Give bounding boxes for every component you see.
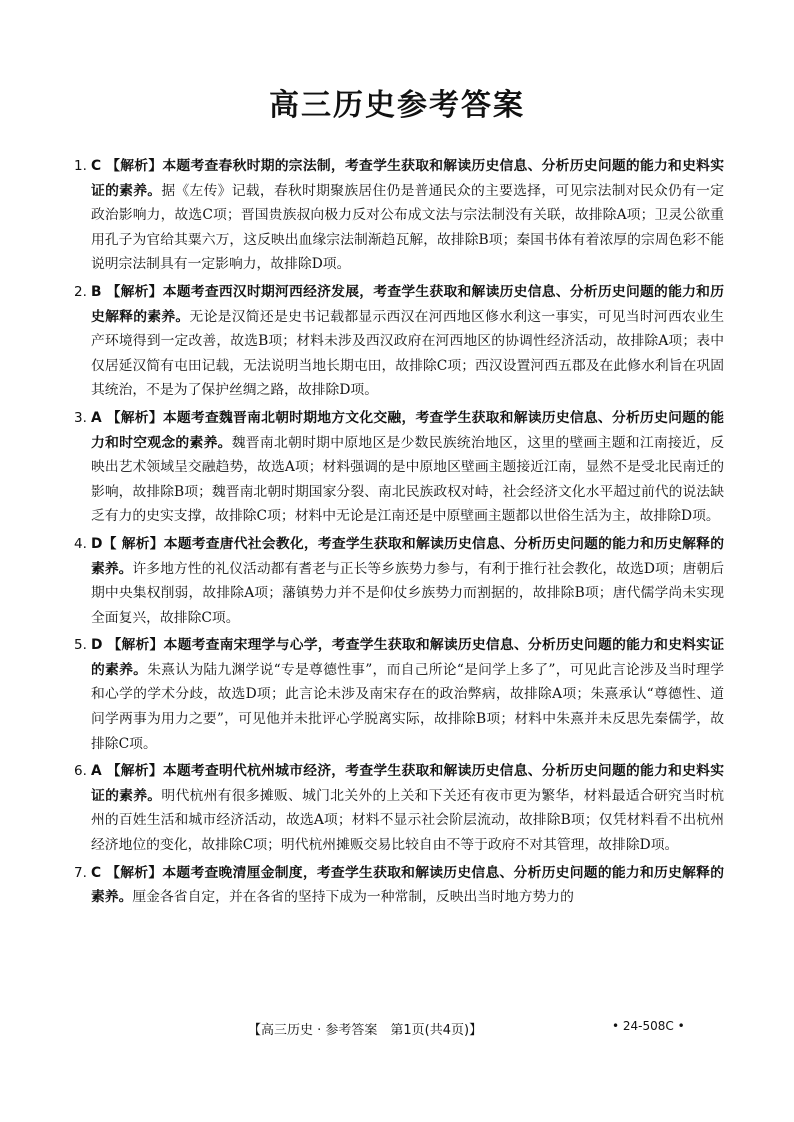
answer-item-6 <box>74 759 724 857</box>
answer-lead: 本题考查魏晋南北朝时期地方文化交融，考查学生获取和解读历史信息、分析历史问题的能力和时空观念的素养。 <box>91 409 724 451</box>
answer-number: 4. <box>74 535 87 552</box>
answer-item-1 <box>74 154 724 277</box>
answer-lead: 本题考查春秋时期的宗法制，考查学生获取和解读历史信息、分析历史问题的能力和史料实证的素养。 <box>91 158 724 199</box>
answer-number: 6. <box>74 763 87 780</box>
page-title: 高三历史参考答案 <box>269 88 525 123</box>
answer-key: A 【解析】 <box>91 409 163 426</box>
answer-lead: 本题考查唐代社会教化，考查学生获取和解读历史信息、分析历史问题的能力和历史解释的素养。 <box>91 535 724 577</box>
answer-body: 无论是汉简还是史书记载都显示西汉在河西地区修水利这一事实，可见当时河西农业生产环境得到一定改善，故选B项；材料未涉及西汉政府在河西地区的协调性经济活动，故排除A项；表中仅居延汉简有屯田记载，无法说明当地长期屯田，故排除C项；西汉设置河西五郡及在此修水利旨在巩固其统治，不是为了保护丝绸之路，故排除D项。 <box>91 308 725 399</box>
answer-lead: 本题考查南宋理学与心学，考查学生获取和解读历史信息、分析历史问题的能力和史料实证的素养。 <box>91 637 724 678</box>
answer-item-2 <box>74 280 724 403</box>
answer-lead: 本题考查西汉时期河西经济发展，考查学生获取和解读历史信息、分析历史问题的能力和历史解释的素养。 <box>91 283 724 325</box>
answer-body: 朱熹认为陆九渊学说“专是尊德性事”，而自己所论“是问学上多了”，可见此言论涉及当时理学和心学的学术分歧，故选D项；此言论未涉及南宋存在的政治弊病，故排除A项；朱熹承认“尊德性、道问学两事为用力之要”，可见他并未批评心学脱离实际，故排除B项；材料中朱熹并未反思先秦儒学，故排除C项。 <box>91 661 725 752</box>
answer-item-5 <box>74 633 724 756</box>
footer-label: 【高三历史 · 参考答案 第1页(共4页)】 <box>248 1023 483 1038</box>
answer-body: 许多地方性的礼仪活动都有耆老与正长等乡族势力参与，有利于推行社会教化，故选D项；唐朝后期中央集权削弱，故排除A项；藩镇势力并不是仰仗乡族势力而割据的，故排除B项；唐代儒学尚未实现全面复兴，故排除C项。 <box>91 560 725 626</box>
answer-number: 5. <box>74 637 87 654</box>
answer-key: A 【解析】 <box>91 763 163 780</box>
answer-lead: 本题考查明代杭州城市经济，考查学生获取和解读历史信息、分析历史问题的能力和史料实证的素养。 <box>91 763 724 804</box>
answer-number: 3. <box>74 409 87 426</box>
answer-key: D 【解析】 <box>91 637 164 654</box>
answer-key: B 【解析】 <box>91 283 163 300</box>
answer-item-7 <box>74 861 724 910</box>
answer-body: 据《左传》记载，春秋时期聚族居住仍是普通民众的主要选择，可见宗法制对民众仍有一定政治影响力，故选C项；晋国贵族叔向极力反对公布成文法与宗法制没有关联，故排除A项；卫灵公欲重用孔子为官给其粟六万，这反映出血缘宗法制渐趋瓦解，故排除B项；秦国书体有着浓厚的宗周色彩不能说明宗法制具有一定影响力，故排除D项。 <box>91 182 725 273</box>
answer-item-4 <box>74 532 724 630</box>
answer-number: 1. <box>74 158 87 174</box>
answer-list <box>74 154 724 913</box>
answer-body: 厘金各省自定，并在各省的坚持下成为一种常制，反映出当时地方势力的 <box>132 889 574 906</box>
answer-key: C 【解析】 <box>91 158 163 174</box>
footer-code: • 24-508C • <box>612 1019 685 1033</box>
answer-key: C 【解析】 <box>91 864 163 881</box>
answer-number: 7. <box>74 864 87 881</box>
answer-number: 2. <box>74 283 87 300</box>
answer-item-3 <box>74 406 724 529</box>
answer-body: 魏晋南北朝时期中原地区是少数民族统治地区，这里的壁画主题和江南接近，反映出艺术领域呈交融趋势，故选A项；材料强调的是中原地区壁画主题接近江南，显然不是受北民南迁的影响，故排除B项；魏晋南北朝时期国家分裂、南北民族政权对峙，社会经济文化水平超过前代的说法缺乏有力的史实支撑，故排除C项；材料中无论是江南还是中原壁画主题都以世俗生活为主，故排除D项。 <box>91 434 725 525</box>
answer-lead: 本题考查晚清厘金制度，考查学生获取和解读历史信息、分析历史问题的能力和历史解释的素养。 <box>91 864 724 906</box>
answer-body: 明代杭州有很多摊贩、城门北关外的上关和下关还有夜市更为繁华，材料最适合研究当时杭州的百姓生活和城市经济活动，故选A项；材料不显示社会阶层流动，故排除B项；仅凭材料看不出杭州经济地位的变化，故排除C项；明代杭州摊贩交易比较自由不等于政府不对其管理，故排除D项。 <box>91 787 725 854</box>
answer-key: D【 解析】 <box>91 535 164 552</box>
